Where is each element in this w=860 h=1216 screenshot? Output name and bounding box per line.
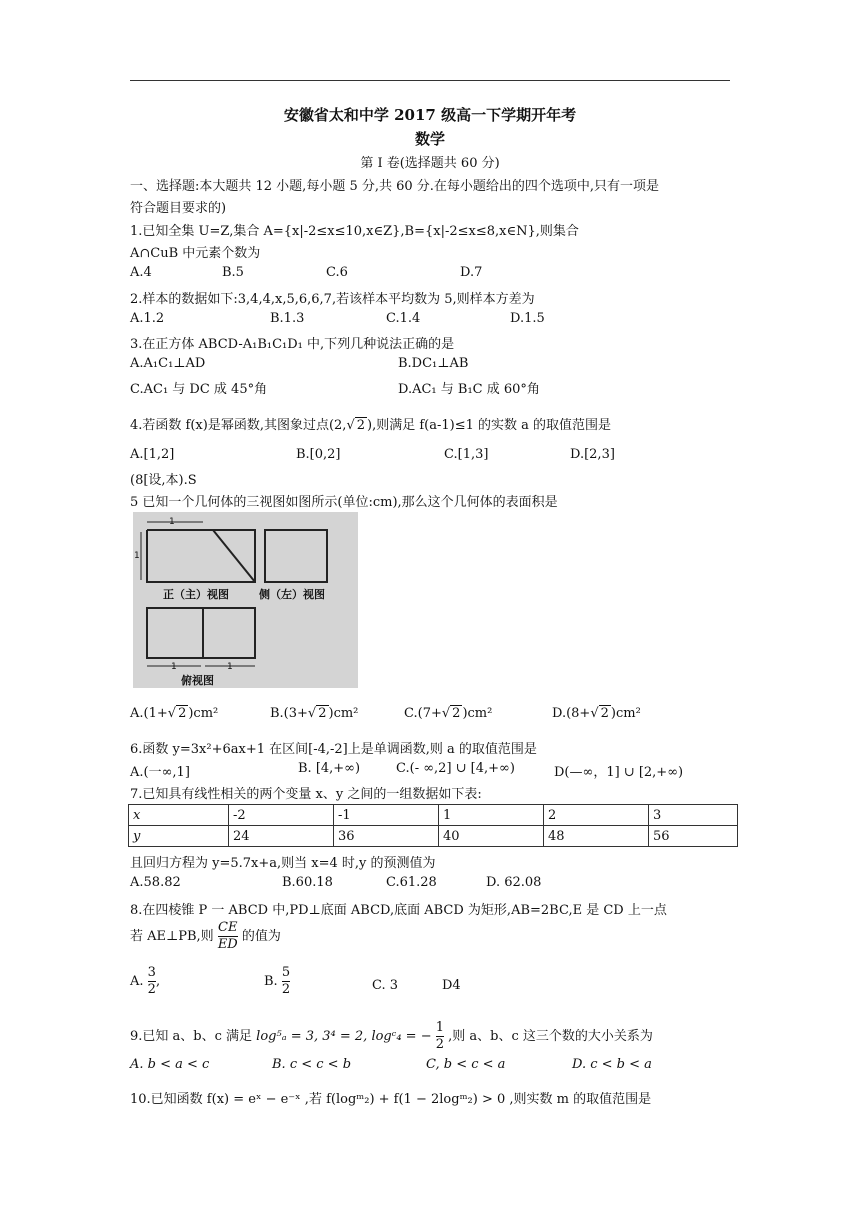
table-cell: 2 [544, 805, 649, 826]
table-cell: 56 [649, 826, 738, 847]
q4-stem [130, 414, 611, 433]
q7-stem: 7.已知具有线性相关的两个变量 x、y 之间的一组数据如下表: [130, 787, 482, 802]
front-view-label: 正（主）视图 [163, 588, 229, 601]
q8-stem-2: 若 AE⊥PB,则 $\frac{CE}{ED}$ 的值为 [130, 920, 281, 952]
q4-stem-a: 4.若函数 f(x)是幂函数,其图象过点(2, [130, 418, 347, 433]
q9-option-c: C, b < c < a [426, 1057, 506, 1072]
sqrt-icon: √ [346, 418, 355, 433]
q1-option-a: A.4 [130, 265, 152, 280]
q4-option-d: D.[2,3] [570, 447, 615, 462]
q4-sqrt-radicand: 2 [356, 418, 366, 433]
q1-option-c: C.6 [326, 265, 348, 280]
q7-option-b: B.60.18 [282, 875, 333, 890]
dim-label-bottom-right: 1 [227, 662, 233, 672]
q2-option-b: B.1.3 [270, 311, 305, 326]
part-title: 第 I 卷(选择题共 60 分) [360, 156, 500, 171]
q6-option-b: B. [4,+∞) [298, 761, 361, 776]
table-row [129, 805, 738, 826]
q8-option-c: C. 3 [372, 978, 399, 993]
side-view-label: 侧（左）视图 [259, 588, 325, 601]
q8-option-b: B. $\frac{5}{2}$ [264, 965, 291, 997]
q7-option-d: D. 62.08 [486, 875, 542, 890]
table-cell: -2 [229, 805, 334, 826]
q4-option-c: C.[1,3] [444, 447, 489, 462]
q9-expression: log⁵ₐ = 3, 3⁴ = 2, logᶜ₄ = − [256, 1029, 432, 1044]
q6-option-d: D(—∞，1] ∪ [2,+∞) [554, 765, 684, 780]
q1-stem-1: 1.已知全集 U=Z,集合 A={x|-2≤x≤10,x∈Z},B={x|-2≤x≤8,x∈N},则集合 [130, 224, 579, 239]
q9-option-d: D. c < b < a [572, 1057, 652, 1072]
instructions-line-2: 符合题目要求的) [130, 201, 227, 216]
q1-option-d: D.7 [460, 265, 483, 280]
q2-stem: 2.样本的数据如下:3,4,4,x,5,6,6,7,若该样本平均数为 5,则样本方差为 [130, 292, 535, 307]
q7-stem-2: 且回归方程为 y=5.7x+a,则当 x=4 时,y 的预测值为 [130, 856, 436, 871]
q6-option-c: C.(- ∞,2] ∪ [4,+∞) [396, 761, 515, 776]
exam-title: 安徽省太和中学 2017 级高一下学期开年考 [283, 106, 577, 124]
q9-option-b: B. c < c < b [272, 1057, 352, 1072]
q8-stem-1: 8.在四棱锥 P 一 ABCD 中,PD⊥底面 ABCD,底面 ABCD 为矩形,AB=2BC,E 是 CD 上一点 [130, 903, 667, 918]
table-row [129, 826, 738, 847]
q3-option-c: C.AC₁ 与 DC 成 45°角 [130, 382, 268, 397]
q3-stem: 3.在正方体 ABCD-A₁B₁C₁D₁ 中,下列几种说法正确的是 [130, 337, 455, 352]
q9-half: $\frac{1}{2}$ [435, 1020, 445, 1052]
q4-stem-b: ),则满足 f(a-1)≤1 的实数 a 的取值范围是 [367, 418, 612, 433]
table-cell: 1 [439, 805, 544, 826]
q10-stem: 10.已知函数 f(x) = eˣ − e⁻ˣ ,若 f(logᵐ₂) + f(1 − 2logᵐ₂) > 0 ,则实数 m 的取值范围是 [130, 1092, 652, 1107]
dim-label-top: 1 [169, 517, 175, 527]
q5-option-a: A.(1+√ 2 )cm² [130, 706, 219, 721]
q9-stem: 9.已知 a、b、c 满足 log⁵ₐ = 3, 3⁴ = 2, logᶜ₄ = − $\frac{1}{2}$ ,则 a、b、c 这三个数的大小关系为 [130, 1020, 653, 1052]
q3-option-b: B.DC₁⊥AB [398, 356, 469, 371]
q7-option-c: C.61.28 [386, 875, 437, 890]
q2-option-c: C.1.4 [386, 311, 421, 326]
dim-label-bottom-left: 1 [171, 662, 177, 672]
three-view-drawing [133, 512, 358, 688]
table-cell: 48 [544, 826, 649, 847]
q4-stray-text: (8[设,本).S [130, 473, 197, 488]
three-view-figure [133, 512, 358, 688]
q1-option-b: B.5 [222, 265, 244, 280]
top-view-label: 俯视图 [181, 674, 214, 687]
q8-fraction: $\frac{CE}{ED}$ [217, 920, 238, 952]
instructions-line-1: 一、选择题:本大题共 12 小题,每小题 5 分,共 60 分.在每小题给出的四个选项中,只有一项是 [130, 179, 660, 194]
table-cell: 36 [334, 826, 439, 847]
q6-option-a: A.(一∞,1] [130, 765, 190, 780]
q4-option-b: B.[0,2] [296, 447, 341, 462]
q3-option-d: D.AC₁ 与 B₁C 成 60°角 [398, 382, 540, 397]
q6-stem: 6.函数 y=3x²+6ax+1 在区间[-4,-2]上是单调函数,则 a 的取值范围是 [130, 742, 537, 757]
q5-stem: 5 已知一个几何体的三视图如图所示(单位:cm),那么这个几何体的表面积是 [130, 495, 558, 510]
q2-option-a: A.1.2 [130, 311, 165, 326]
table-cell: -1 [334, 805, 439, 826]
subject-title: 数学 [414, 130, 445, 148]
q7-option-a: A.58.82 [130, 875, 181, 890]
table-cell: 3 [649, 805, 738, 826]
q4-option-a: A.[1,2] [130, 447, 175, 462]
q9-option-a: A. b < a < c [130, 1057, 210, 1072]
table-cell: 24 [229, 826, 334, 847]
q5-option-c: C.(7+√ 2 )cm² [404, 706, 493, 721]
q2-option-d: D.1.5 [510, 311, 545, 326]
q3-option-a: A.A₁C₁⊥AD [130, 356, 206, 371]
table-cell: x [129, 805, 229, 826]
q5-option-b: B.(3+√ 2 )cm² [270, 706, 359, 721]
table-cell: 40 [439, 826, 544, 847]
dim-label-left: 1 [134, 551, 140, 561]
q5-option-d: D.(8+√ 2 )cm² [552, 706, 641, 721]
q1-stem-2: A∩CuB 中元素个数为 [130, 246, 261, 261]
q8-option-d: D4 [442, 978, 461, 993]
top-rule [130, 80, 730, 81]
q7-data-table [128, 804, 738, 847]
table-cell: y [129, 826, 229, 847]
q8-option-a: A. $\frac{3}{2}$ , [130, 965, 161, 997]
